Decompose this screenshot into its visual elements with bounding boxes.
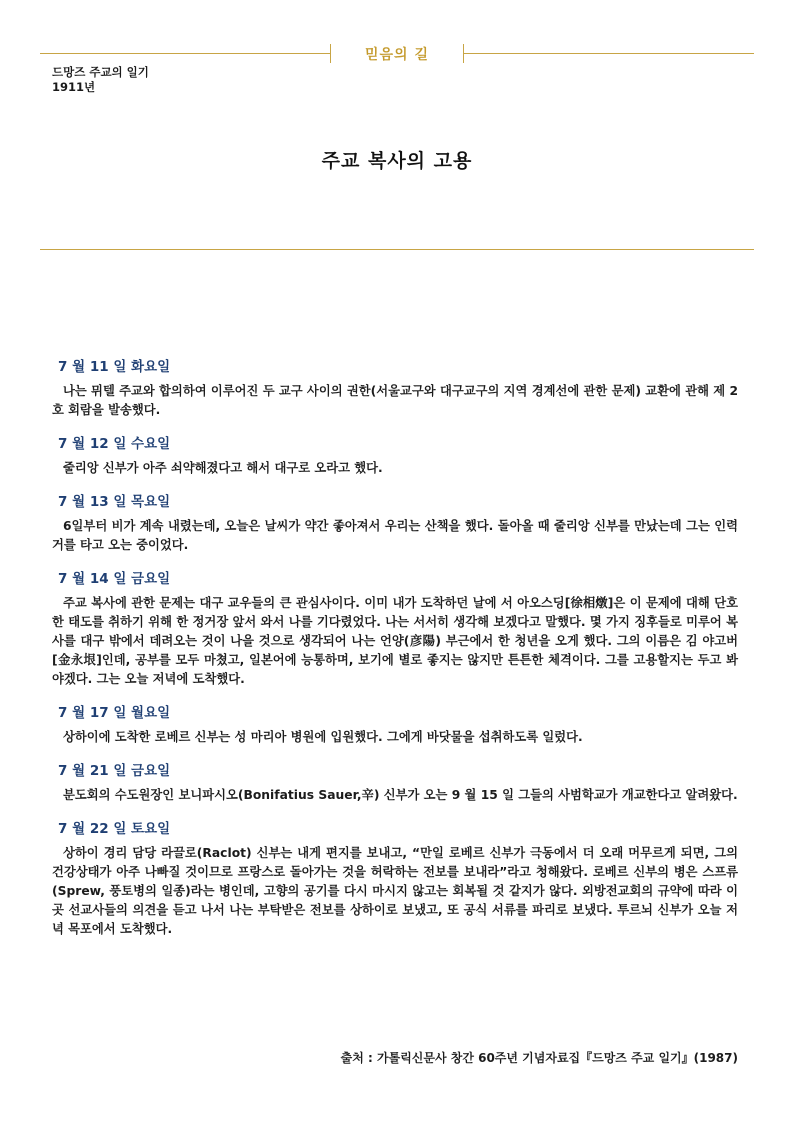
entry-date: 7 월 12 일 수요일: [58, 436, 171, 452]
series-title: 드망즈 주교의 일기: [52, 65, 149, 79]
entry-text: 상하이 경리 담당 라끌로(Raclot) 신부는 내게 편지를 보내고, “만일 로베르 신부가 극동에서 더 오래 머무르게 되면, 그의 건강상태가 아주 나빠질 것이므로 프랑스로 돌아가는 것을 허락하는 전보를 보내라”라고 청해왔다. 로베르 신부의 병은 스프류(Sprew, 풍토병의 일종)라는 병인데, 고향의 공기를 다시 마시지 않고는 회복될 것 같지가 않다. 외방전교회의 규약에 따라 이곳 선교사들의 의견을 듣고 나서 나는 부탁받은 전보를 상하이로 보냈고, 또 공식 서류를 파리로 보냈다. 투르뇌 신부가 오늘 저녁 목포에서 도착했다.: [52, 846, 738, 936]
series-info: [52, 65, 149, 95]
section-name: 믿음의 길: [365, 47, 429, 63]
entry-text: 주교 복사에 관한 문제는 대구 교우들의 큰 관심사이다. 이미 내가 도착하던 날에 서 아오스딩[徐相燉]은 이 문제에 대해 단호한 태도를 취하기 위해 한 정거장 앞서 와서 나를 기다렸었다. 나는 서서히 생각해 보겠다고 말했다. 몇 가지 징후들로 미루어 복사를 대구 밖에서 데려오는 것이 나을 것으로 생각되어 나는 언양(彦陽) 부근에서 한 청년을 오게 했다. 그의 이름은 김 야고버[金永垠]인데, 공부를 모두 마쳤고, 일본어에 능통하며, 보기에 별로 좋지는 않지만 튼튼한 체격이다. 그를 고용할지는 두고 봐야겠다. 그는 오늘 저녁에 도착했다.: [52, 596, 738, 686]
series-year: 1911년: [52, 80, 96, 94]
diary-entries: [52, 355, 738, 951]
header-rule-left: [40, 53, 331, 54]
entry-text: 나는 뮈텔 주교와 합의하여 이루어진 두 교구 사이의 권한(서울교구와 대구교구의 지역 경계선에 관한 문제) 교환에 관해 제 2 호 회람을 발송했다.: [52, 384, 738, 417]
diary-entry: [52, 355, 738, 420]
diary-entry: [52, 701, 738, 747]
diary-entry: [52, 567, 738, 689]
entry-date: 7 월 14 일 금요일: [58, 571, 171, 587]
entry-date: 7 월 13 일 목요일: [58, 494, 171, 510]
entry-text: 분도회의 수도원장인 보니파시오(Bonifatius Sauer,辛) 신부가 오는 9 월 15 일 그들의 사범학교가 개교한다고 알려왔다.: [63, 788, 738, 802]
entry-text: 줄리앙 신부가 아주 쇠약해졌다고 해서 대구로 오라고 했다.: [63, 461, 383, 475]
article-title: 주교 복사의 고용: [321, 150, 473, 172]
title-divider: [40, 249, 754, 250]
diary-entry: [52, 490, 738, 555]
entry-date: 7 월 22 일 토요일: [58, 821, 171, 837]
entry-date: 7 월 11 일 화요일: [58, 359, 171, 375]
entry-text: 6일부터 비가 계속 내렸는데, 오늘은 날씨가 약간 좋아져서 우리는 산책을 했다. 돌아올 때 줄리앙 신부를 만났는데 그는 인력거를 타고 오는 중이었다.: [52, 519, 738, 552]
diary-entry: [52, 817, 738, 939]
source-citation: 출처 : 가톨릭신문사 창간 60주년 기념자료집『드망즈 주교 일기』(1987): [340, 1051, 738, 1065]
diary-entry: [52, 432, 738, 478]
entry-date: 7 월 17 일 월요일: [58, 705, 171, 721]
diary-entry: [52, 759, 738, 805]
entry-text: 상하이에 도착한 로베르 신부는 성 마리아 병원에 입원했다. 그에게 바닷물을 섭취하도록 일렀다.: [63, 730, 583, 744]
header-rule-right: [463, 53, 754, 54]
entry-date: 7 월 21 일 금요일: [58, 763, 171, 779]
